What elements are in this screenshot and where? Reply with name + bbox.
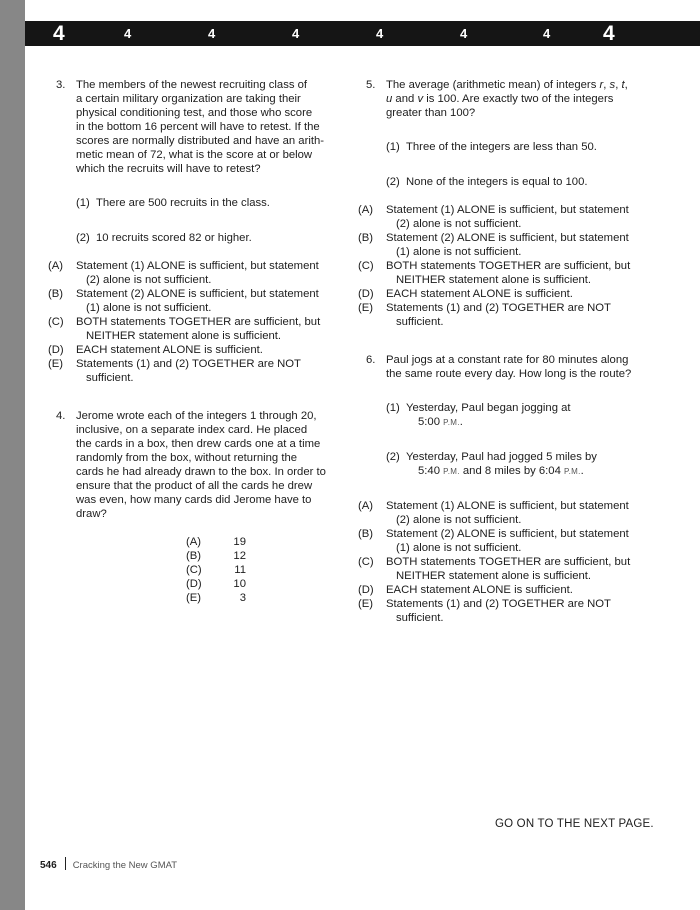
go-on-next-page: GO ON TO THE NEXT PAGE. xyxy=(495,818,654,830)
question-number: 6. xyxy=(366,354,376,366)
answer-option-c[interactable]: (C) BOTH statements TOGETHER are sufficient, but NEITHER statement alone is sufficient. xyxy=(48,316,321,342)
question-6 xyxy=(358,353,658,381)
question-5 xyxy=(358,78,658,120)
answer-option-c[interactable]: (C) BOTH statements TOGETHER are sufficient, but NEITHER statement alone is sufficient. xyxy=(358,556,631,582)
question-line: inclusive, on a separate index card. He placed xyxy=(76,424,308,436)
answer-option-a[interactable]: (A) Statement (1) ALONE is sufficient, but statement (2) alone is not sufficient. xyxy=(358,204,629,230)
left-column xyxy=(48,78,348,605)
question-number: 3. xyxy=(56,79,66,91)
statement-1: (1) There are 500 recruits in the class. xyxy=(76,197,270,209)
question-line: scores are normally distributed and have an arith- xyxy=(76,135,325,147)
answer-option-a[interactable]: (A) Statement (1) ALONE is sufficient, but statement (2) alone is not sufficient. xyxy=(48,260,319,286)
answer-choice-d[interactable]: (D) 10 xyxy=(186,578,246,590)
question-number: 5. xyxy=(366,79,376,91)
answer-choice-c[interactable]: (C) 11 xyxy=(186,564,246,576)
right-column xyxy=(358,78,658,625)
answer-option-d[interactable]: (D) EACH statement ALONE is sufficient. xyxy=(358,584,573,596)
question-number: 4. xyxy=(56,410,66,422)
answer-option-e[interactable]: (E) Statements (1) and (2) TOGETHER are NOT sufficient. xyxy=(358,302,611,328)
section-number: 4 xyxy=(208,26,216,41)
question-4 xyxy=(48,409,348,521)
book-title: Cracking the New GMAT xyxy=(72,860,178,871)
question-line: cards he had already drawn to the box. In order to xyxy=(76,466,326,478)
section-number: 4 xyxy=(124,26,132,41)
question-line: was even, how many cards did Jerome have to xyxy=(76,494,312,506)
question-line: the same route every day. How long is the route? xyxy=(386,368,632,380)
statement-1: (1) Three of the integers are less than 50. xyxy=(386,141,597,153)
answer-choice-a[interactable]: (A) 19 xyxy=(186,536,246,548)
statement-2: (2) Yesterday, Paul had jogged 5 miles by 5:40 P.M. and 8 miles by 6:04 P.M.. xyxy=(386,451,597,477)
question-line: draw? xyxy=(76,508,107,520)
statement-2: (2) None of the integers is equal to 100. xyxy=(386,176,588,188)
answer-option-b[interactable]: (B) Statement (2) ALONE is sufficient, but statement (1) alone is not sufficient. xyxy=(48,288,319,314)
answer-option-d[interactable]: (D) EACH statement ALONE is sufficient. xyxy=(358,288,573,300)
answer-choices xyxy=(48,535,348,605)
statement-1: (1) Yesterday, Paul began jogging at 5:00 P.M.. xyxy=(386,402,571,428)
question-line: which the recruits will have to retest? xyxy=(76,163,261,175)
section-number: 4 xyxy=(53,22,65,45)
answer-option-b[interactable]: (B) Statement (2) ALONE is sufficient, but statement (1) alone is not sufficient. xyxy=(358,232,629,258)
question-line: physical conditioning test, and those who score xyxy=(76,107,313,119)
answer-option-b[interactable]: (B) Statement (2) ALONE is sufficient, but statement (1) alone is not sufficient. xyxy=(358,528,629,554)
question-line: u and v is 100. Are exactly two of the integers xyxy=(386,93,614,105)
left-margin-bar xyxy=(0,0,25,910)
section-number: 4 xyxy=(543,26,551,41)
section-number: 4 xyxy=(292,26,300,41)
answer-options xyxy=(358,499,658,625)
question-line: the cards in a box, then drew cards one at a time xyxy=(76,438,321,450)
answer-option-e[interactable]: (E) Statements (1) and (2) TOGETHER are NOT sufficient. xyxy=(358,598,611,624)
answer-option-c[interactable]: (C) BOTH statements TOGETHER are sufficient, but NEITHER statement alone is sufficient. xyxy=(358,260,631,286)
section-number: 4 xyxy=(376,26,384,41)
answer-option-e[interactable]: (E) Statements (1) and (2) TOGETHER are NOT sufficient. xyxy=(48,358,301,384)
answer-options xyxy=(358,203,658,329)
question-line: Paul jogs at a constant rate for 80 minutes along xyxy=(386,354,629,366)
question-line: greater than 100? xyxy=(386,107,476,119)
section-number: 4 xyxy=(603,22,615,45)
answer-options xyxy=(48,259,348,385)
question-line: metic mean of 72, what is the score at or below xyxy=(76,149,313,161)
section-number: 4 xyxy=(460,26,468,41)
answer-option-d[interactable]: (D) EACH statement ALONE is sufficient. xyxy=(48,344,263,356)
question-line: Jerome wrote each of the integers 1 through 20, xyxy=(76,410,317,422)
answer-option-a[interactable]: (A) Statement (1) ALONE is sufficient, but statement (2) alone is not sufficient. xyxy=(358,500,629,526)
question-line: The members of the newest recruiting class of xyxy=(76,79,308,91)
answer-choice-e[interactable]: (E) 3 xyxy=(186,592,246,604)
question-line: randomly from the box, without returning the xyxy=(76,452,298,464)
answer-choice-b[interactable]: (B) 12 xyxy=(186,550,246,562)
page-number: 546 xyxy=(40,860,57,871)
footer-divider xyxy=(65,857,66,870)
question-line: in the bottom 16 percent will have to retest. If the xyxy=(76,121,320,133)
section-header-bar xyxy=(25,21,700,46)
question-3 xyxy=(48,78,348,176)
question-line: a certain military organization are taking their xyxy=(76,93,301,105)
question-line: The average (arithmetic mean) of integers r, s, t, xyxy=(386,79,628,91)
question-line: ensure that the product of all the cards he drew xyxy=(76,480,313,492)
statement-2: (2) 10 recruits scored 82 or higher. xyxy=(76,232,252,244)
page-footer xyxy=(40,857,177,872)
